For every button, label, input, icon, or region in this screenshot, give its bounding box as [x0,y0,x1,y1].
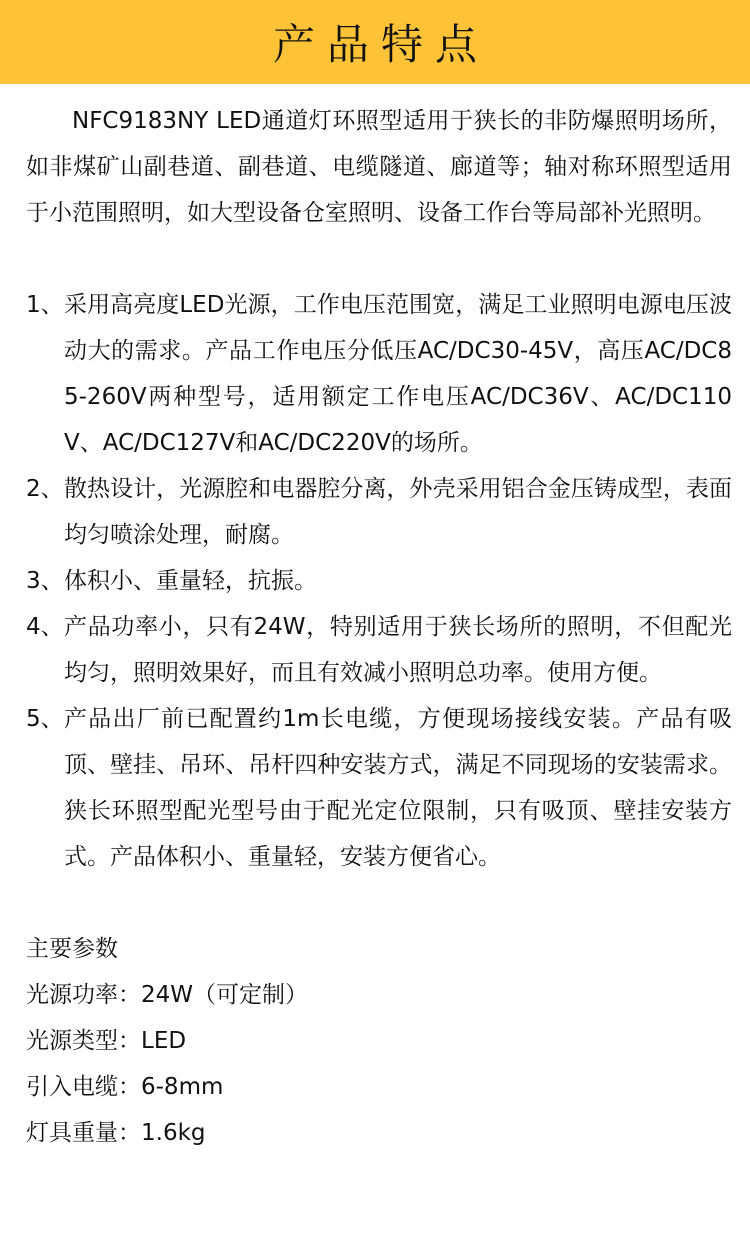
param-row [26,1064,732,1110]
param-value: 1.6kg [141,1120,206,1146]
intro-paragraph: NFC9183NY LED通道灯环照型适用于狭长的非防爆照明场所，如非煤矿山副巷道、副巷道、电缆隧道、廊道等；轴对称环照型适用于小范围照明，如大型设备仓室照明、设备工作台等局部补光照明。 [26,108,732,226]
param-value: 24W（可定制） [141,982,309,1008]
feature-item [26,558,732,604]
param-label: 引入电缆： [26,1074,141,1100]
header-banner [0,0,750,84]
param-row [26,1110,732,1156]
param-value: LED [141,1028,187,1054]
feature-item [26,696,732,880]
feature-number: 1、 [26,292,64,318]
feature-number: 4、 [26,614,64,640]
params-section [26,926,732,1156]
param-label: 灯具重量： [26,1120,141,1146]
feature-text: 体积小、重量轻，抗振。 [64,568,317,594]
content-body [0,98,750,1156]
feature-item [26,282,732,466]
feature-list [26,282,732,880]
feature-text: 产品出厂前已配置约1m长电缆，方便现场接线安装。产品有吸顶、壁挂、吊环、吊杆四种安装方式，满足不同现场的安装需求。狭长环照型配光型号由于配光定位限制，只有吸顶、壁挂安装方式。产品体积小、重量轻，安装方便省心。 [64,706,732,870]
feature-item [26,604,732,696]
param-label: 光源功率： [26,982,141,1008]
feature-number: 5、 [26,706,64,732]
feature-item [26,466,732,558]
feature-number: 2、 [26,476,64,502]
feature-text: 产品功率小，只有24W，特别适用于狭长场所的照明，不但配光均匀，照明效果好，而且有效减小照明总功率。使用方便。 [64,614,732,686]
page-title: 产品特点 [272,20,489,69]
feature-number: 3、 [26,568,64,594]
param-row [26,972,732,1018]
param-row [26,1018,732,1064]
feature-text: 采用高亮度LED光源，工作电压范围宽，满足工业照明电源电压波动大的需求。产品工作电压分低压AC/DC30-45V，高压AC/DC85-260V两种型号，适用额定工作电压AC/DC36V、AC/DC110V、AC/DC127V和AC/DC220V的场所。 [64,292,732,456]
params-title: 主要参数 [26,936,118,962]
feature-text: 散热设计，光源腔和电器腔分离，外壳采用铝合金压铸成型，表面均匀喷涂处理，耐腐。 [64,476,732,548]
param-value: 6-8mm [141,1074,224,1100]
param-label: 光源类型： [26,1028,141,1054]
